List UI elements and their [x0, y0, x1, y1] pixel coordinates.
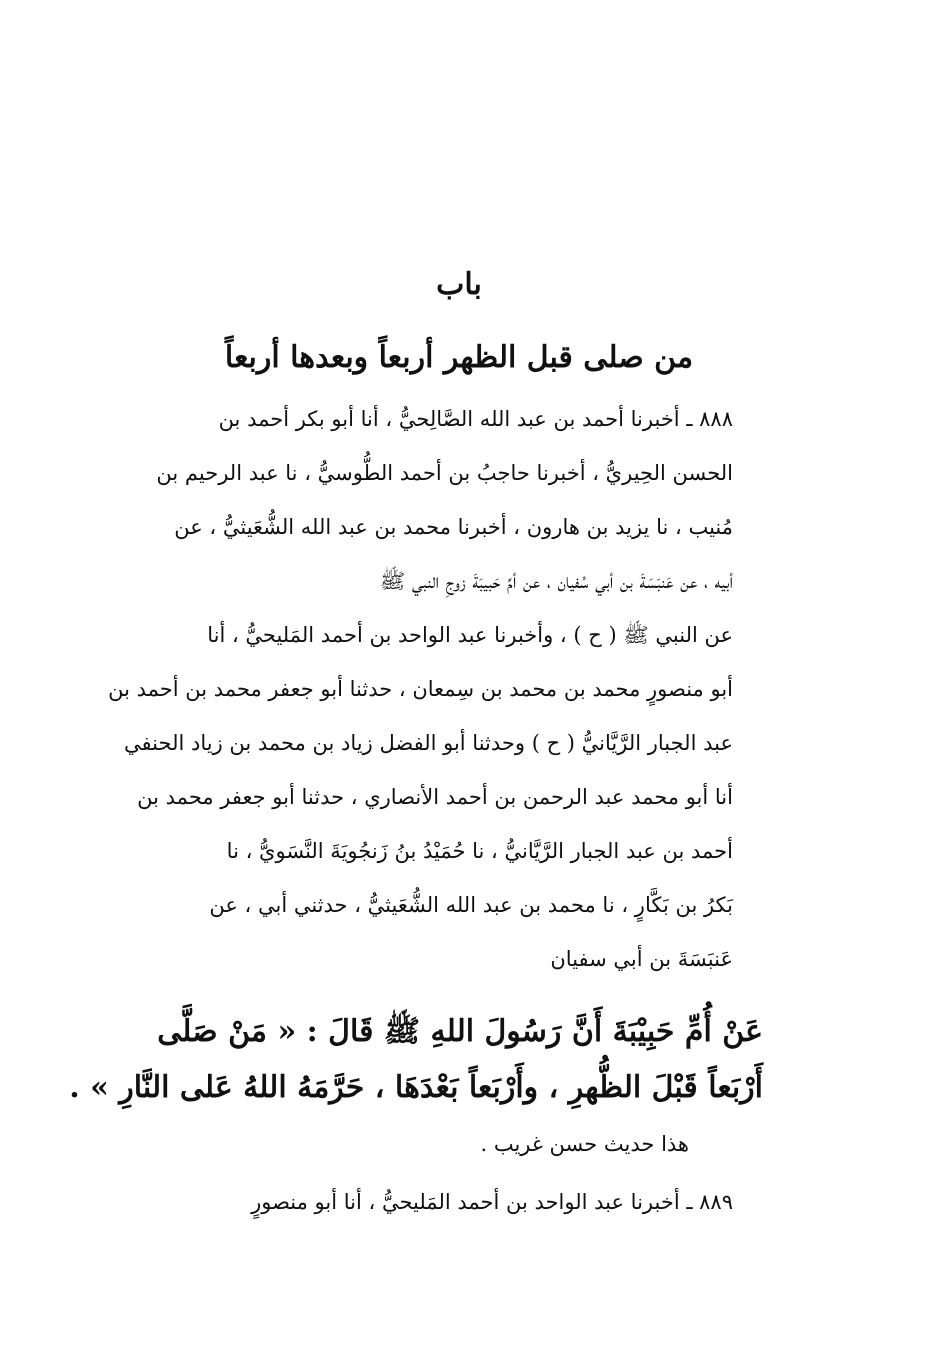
text-line: أنا أبو محمد عبد الرحمن بن أحمد الأنصاري ، حدثنا أبو جعفر محمد بن — [137, 785, 733, 809]
hadith-888-isnad — [108, 392, 733, 986]
section-title: من صلى قبل الظهر أربعاً وبعدها أربعاً — [224, 340, 694, 375]
text-line: مُنيب ، نا يزيد بن هارون ، أخبرنا محمد بن عبد الله الشُّعَيثيُّ ، عن — [174, 515, 733, 539]
text-line: ٨٨٨ ـ أخبرنا أحمد بن عبد الله الصَّالِحيُّ ، أنا أبو بكر أحمد بن — [218, 407, 733, 431]
hadith-line: أَرْبَعاً قَبْلَ الظُّهرِ ، وأَرْبَعاً بَعْدَهَا ، حَرَّمَهُ اللهُ عَلى النَّارِ » . — [69, 1070, 763, 1105]
text-line: عن النبي ﷺ ( ح ) ، وأخبرنا عبد الواحد بن أحمد المَليحيُّ ، أنا — [207, 623, 733, 647]
text-line: بَكرُ بن بَكَّارٍ ، نا محمد بن عبد الله الشُّعَيثيُّ ، حدثني أبي ، عن — [209, 893, 733, 917]
hadith-889-first-line: ٨٨٩ ـ أخبرنا عبد الواحد بن أحمد المَليحيُّ ، أنا أبو منصورٍ — [251, 1190, 733, 1214]
chapter-title: باب — [436, 267, 482, 302]
text-line: أبو منصورٍ محمد بن محمد بن سِمعان ، حدثنا أبو جعفر محمد بن أحمد بن — [108, 677, 733, 701]
book-page — [69, 260, 763, 1222]
text-line: أحمد بن عبد الجبار الرَّيَّانيُّ ، نا حُمَيْدُ بنُ زَنجُويَةَ النَّسَويُّ ، نا — [226, 839, 733, 863]
hadith-matn — [69, 1004, 763, 1116]
text-line: أبيه ، عن عَنبَسَةَ بن أبي سُفيان ، عن أمِّ حَبيبَةَ زوجِ النبي ﷺ — [379, 569, 733, 593]
text-line: عبد الجبار الرَّيَّانيُّ ( ح ) وحدثنا أبو الفضل زياد بن محمد بن زياد الحنفي — [124, 731, 733, 755]
hadith-line: عَنْ أُمِّ حَبِيْبَةَ أَنَّ رَسُولَ اللهِ ﷺ قَالَ : « مَنْ صَلَّى — [157, 1014, 763, 1049]
hadith-grading: هذا حديث حسن غريب . — [480, 1132, 689, 1156]
text-line: الحسن الحِيريُّ ، أخبرنا حاجبُ بن أحمد الطُّوسيُّ ، نا عبد الرحيم بن — [156, 461, 733, 485]
text-line: عَنبَسَةَ بن أبي سفيان — [550, 947, 733, 971]
